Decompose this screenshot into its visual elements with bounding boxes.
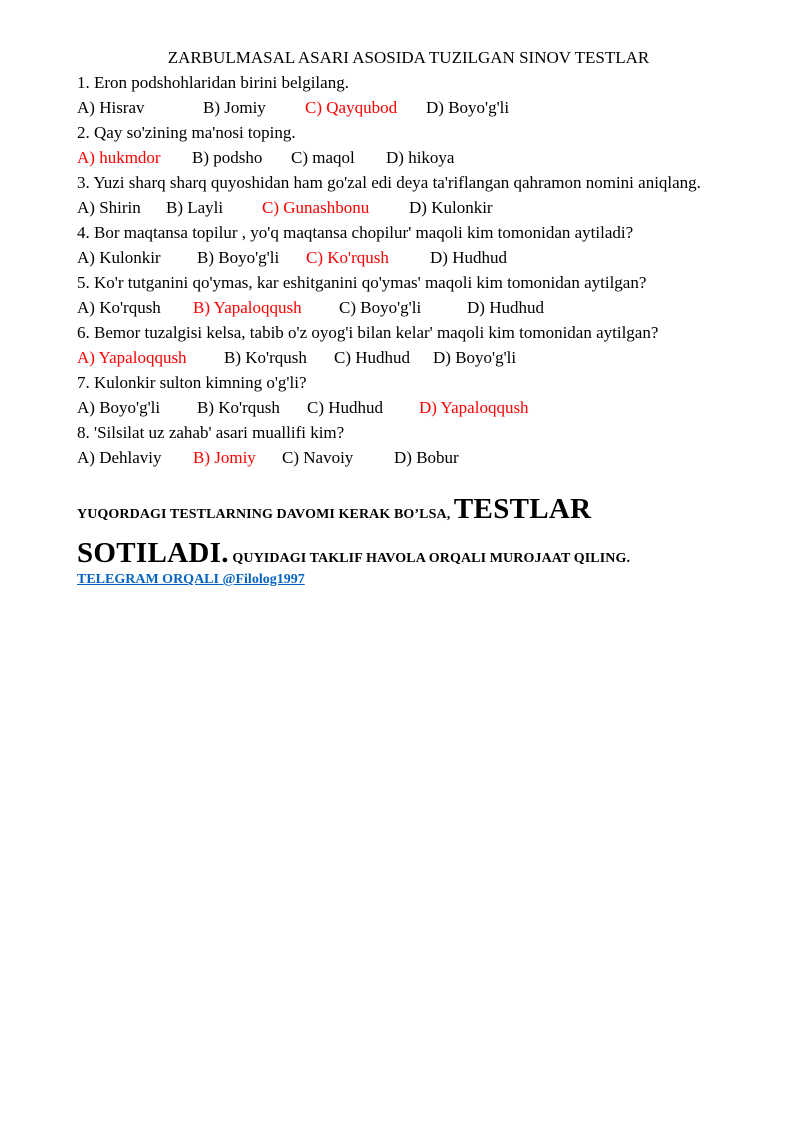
question-text: 3. Yuzi sharq sharq quyoshidan ham go'zal edi deya ta'riflangan qahramon nomini aniqlang. [77,173,701,192]
option-d: D) Bobur [394,448,459,467]
question-text: 4. Bor maqtansa topilur , yo'q maqtansa chopilur' maqoli kim tomonidan aytiladi? [77,223,634,242]
option-b: B) Jomiy [193,448,256,467]
answer-options [77,295,727,320]
option-a: A) Boyo'g'li [77,398,161,417]
option-b: B) Ko'rqush [197,398,280,417]
option-d: D) Hudhud [430,248,507,267]
question-block [77,170,727,220]
option-b: B) podsho [192,148,263,167]
option-d: D) hikoya [386,148,455,167]
question-text: 5. Ko'r tutganini qo'ymas, kar eshitganini qo'ymas' maqoli kim tomonidan aytilgan? [77,273,647,292]
answer-options [77,145,727,170]
option-c: C) Navoiy [282,448,354,467]
promo-notice [77,490,727,578]
option-d: D) Boyo'g'li [426,98,510,117]
option-a: A) hukmdor [77,148,161,167]
question-block [77,420,727,470]
question-block [77,120,727,170]
question-block [77,320,727,370]
option-d: D) Boyo'g'li [433,348,517,367]
option-a: A) Yapaloqqush [77,348,187,367]
option-c: C) Gunashbonu [262,198,370,217]
option-b: B) Ko'rqush [224,348,307,367]
option-a: A) Shirin [77,198,141,217]
option-a: A) Dehlaviy [77,448,162,467]
test-document [77,46,727,590]
option-c: C) Ko'rqush [306,248,389,267]
telegram-link[interactable]: TELEGRAM ORQALI @Filolog1997 [77,572,305,587]
question-block [77,220,727,270]
answer-options [77,195,727,220]
question-list [77,70,727,470]
question-block [77,370,727,420]
option-d: D) Yapaloqqush [419,398,529,417]
question-text: 2. Qay so'zining ma'nosi toping. [77,123,296,142]
option-c: C) Qayqubod [305,98,398,117]
answer-options [77,245,727,270]
question-block [77,270,727,320]
question-text: 6. Bemor tuzalgisi kelsa, tabib o'z oyog'i bilan kelar' maqoli kim tomonidan aytilgan? [77,323,659,342]
answer-options [77,345,727,370]
option-c: C) Hudhud [334,348,411,367]
question-block [77,70,727,120]
answer-options [77,445,727,470]
promo-headline: TESTLAR SOTILADI. [77,493,592,569]
promo-instruction: QUYIDAGI TAKLIF HAVOLA ORQALI MUROJAAT QILING. [228,551,631,566]
option-b: B) Boyo'g'li [197,248,280,267]
answer-options [77,95,727,120]
option-b: B) Layli [166,198,224,217]
option-c: C) Boyo'g'li [339,298,422,317]
option-a: A) Hisrav [77,98,145,117]
promo-lead-text: YUQORDAGI TESTLARNING DAVOMI KERAK BO’LSA, [77,507,454,522]
option-b: B) Jomiy [203,98,266,117]
option-c: C) Hudhud [307,398,384,417]
question-text: 8. 'Silsilat uz zahab' asari muallifi kim? [77,423,345,442]
option-d: D) Hudhud [467,298,544,317]
option-c: C) maqol [291,148,355,167]
question-text: 7. Kulonkir sulton kimning o'g'li? [77,373,307,392]
option-a: A) Ko'rqush [77,298,161,317]
page-title: ZARBULMASAL ASARI ASOSIDA TUZILGAN SINOV TESTLAR [167,48,650,67]
answer-options [77,395,727,420]
question-text: 1. Eron podshohlaridan birini belgilang. [77,73,349,92]
option-d: D) Kulonkir [409,198,493,217]
option-a: A) Kulonkir [77,248,161,267]
option-b: B) Yapaloqqush [193,298,302,317]
